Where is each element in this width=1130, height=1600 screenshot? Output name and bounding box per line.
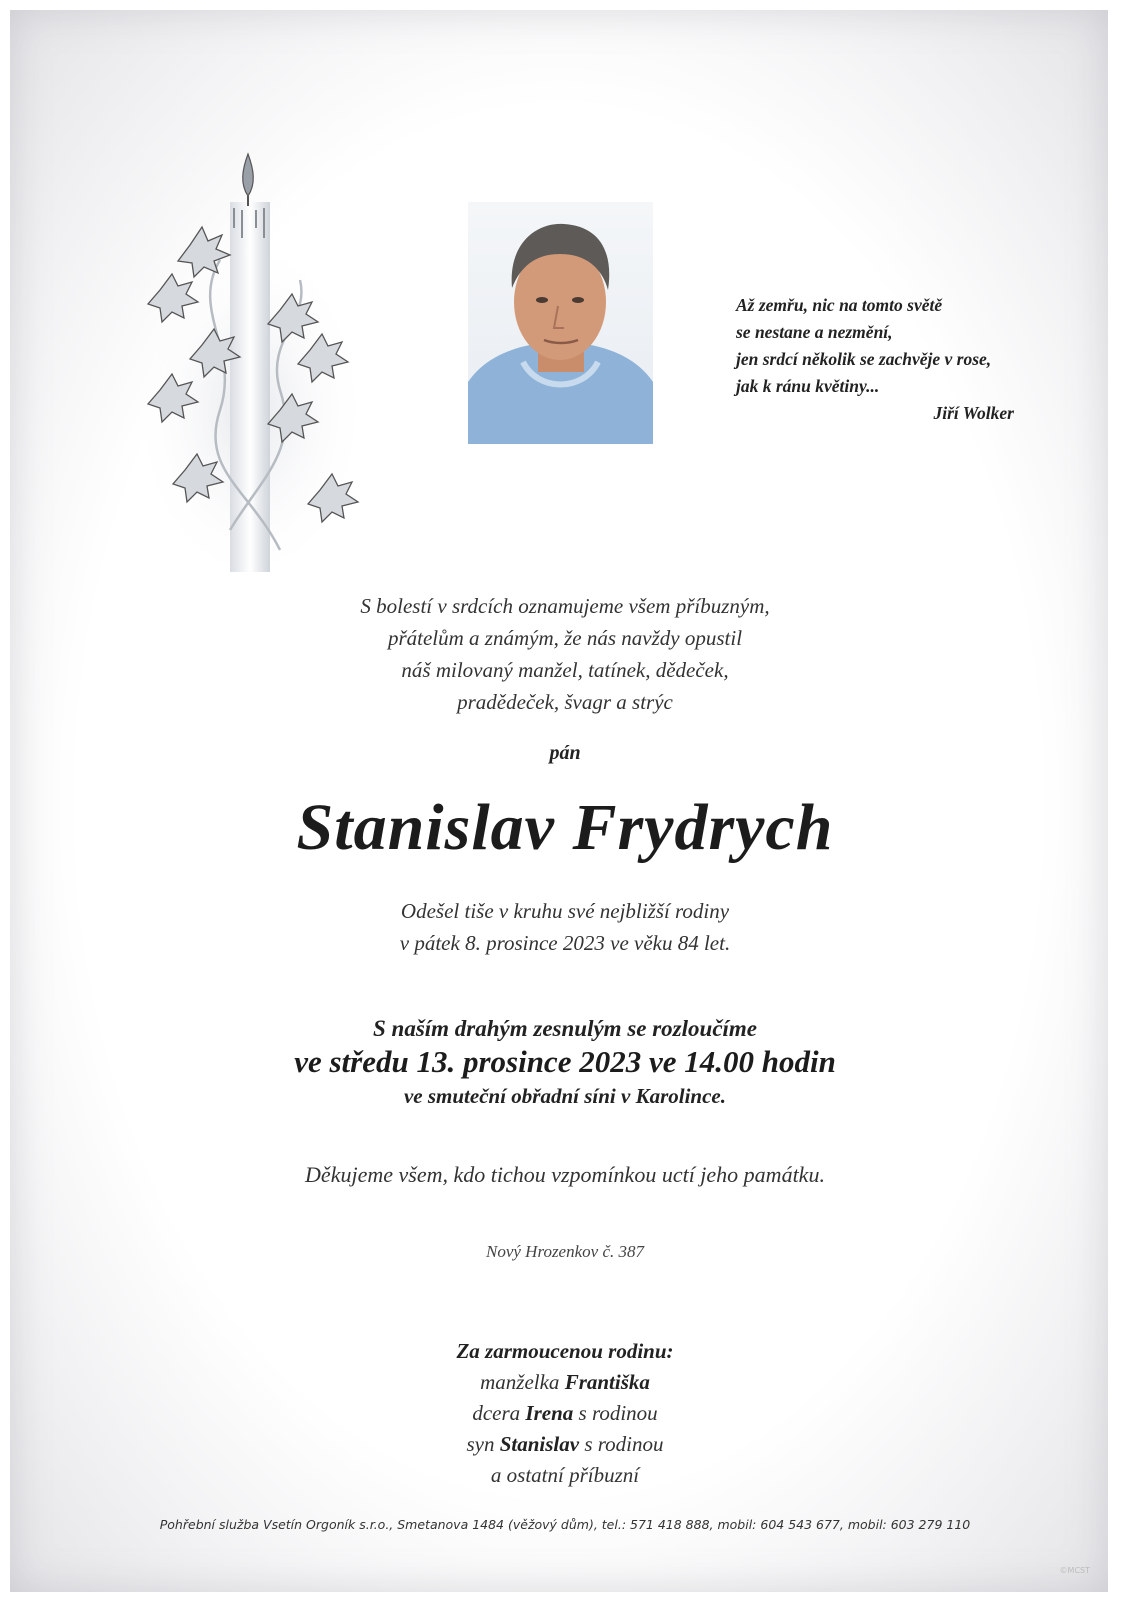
ceremony-location: ve smuteční obřadní síni v Karolince.	[403, 1084, 726, 1108]
son-name: Stanislav	[499, 1432, 580, 1456]
title-word: pán	[549, 742, 581, 764]
family-heading: Za zarmoucenou rodinu:	[456, 1339, 674, 1363]
family-member-wife: manželka Františka	[480, 1370, 650, 1394]
candle-ivy-illustration	[130, 150, 370, 580]
portrait-photo	[468, 202, 653, 444]
announcement-text	[0, 590, 1130, 718]
departure-text	[0, 895, 1130, 959]
poem-quote	[736, 292, 1066, 427]
poem-author: Jiří Wolker	[933, 403, 1014, 423]
departure-line: v pátek 8. prosince 2023 ve věku 84 let.	[399, 931, 731, 955]
funeral-service-footer: Pohřební služba Vsetín Orgoník s.r.o., Smetanova 1484 (věžový dům), tel.: 571 418 888, mobil: 604 543 677, mobil: 603 279 110	[159, 1517, 971, 1532]
ceremony-date-time: ve středu 13. prosince 2023 ve 14.00 hodin	[294, 1044, 836, 1079]
family-member-daughter: dcera Irena s rodinou	[472, 1401, 658, 1425]
wife-name: Františka	[564, 1370, 650, 1394]
announcement-line: pradědeček, švagr a strýc	[457, 690, 673, 714]
ceremony-intro: S naším drahým zesnulým se rozloučíme	[372, 1016, 758, 1041]
family-address: Nový Hrozenkov č. 387	[486, 1242, 644, 1261]
departure-line: Odešel tiše v kruhu své nejbližší rodiny	[400, 899, 730, 923]
announcement-line: S bolestí v srdcích oznamujeme všem příbuzným,	[360, 594, 770, 618]
poem-line: Až zemřu, nic na tomto světě	[736, 295, 943, 315]
thanks-text: Děkujeme všem, kdo tichou vzpomínkou uctí jeho památku.	[305, 1162, 825, 1187]
family-member-son: syn Stanislav s rodinou	[466, 1432, 664, 1456]
announcement-line: náš milovaný manžel, tatínek, dědeček,	[401, 658, 729, 682]
family-list	[0, 1336, 1130, 1491]
poem-line: se nestane a nezmění,	[736, 322, 893, 342]
announcement-line: přátelům a známým, že nás navždy opustil	[387, 626, 743, 650]
watermark: ©MCST	[1059, 1566, 1090, 1575]
family-others: a ostatní příbuzní	[490, 1463, 640, 1487]
poem-line: jak k ránu květiny...	[736, 376, 880, 396]
deceased-name: Stanislav Frydrych	[296, 791, 834, 864]
poem-line: jen srdcí několik se zachvěje v rose,	[736, 349, 992, 369]
daughter-name: Irena	[525, 1401, 574, 1425]
